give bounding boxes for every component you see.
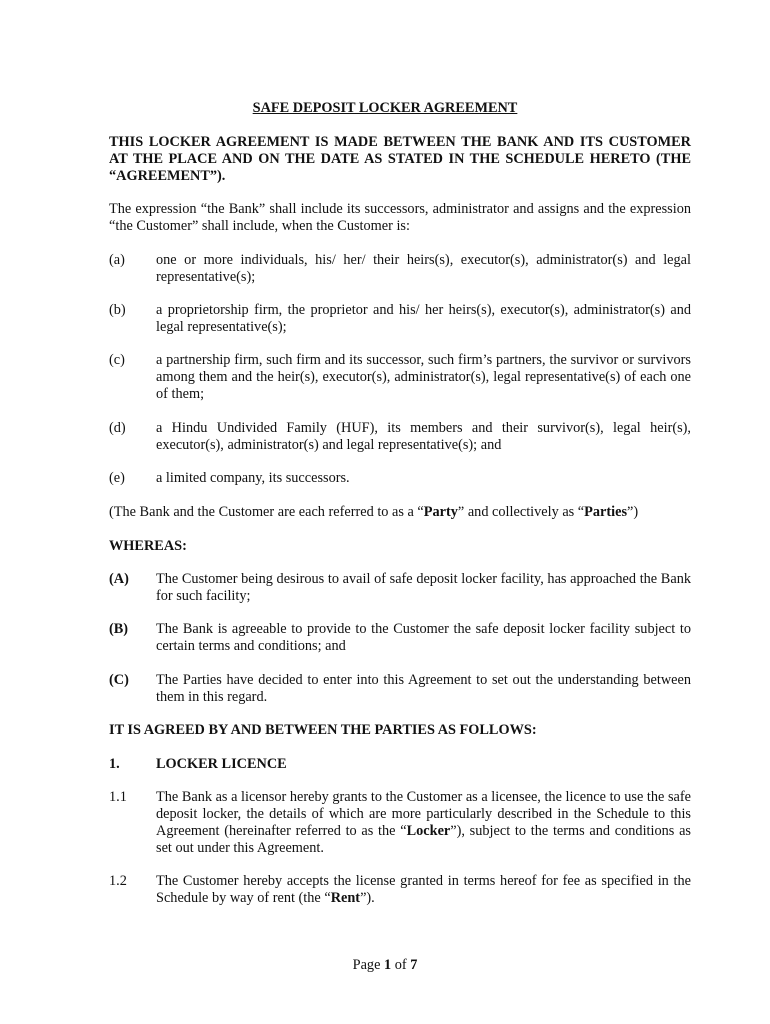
parties-note [109, 504, 691, 521]
parties-note-middle: ” and collectively as “ [457, 504, 585, 520]
clause-number: 1.2 [109, 873, 127, 889]
list-marker: (a) [109, 252, 125, 268]
page-middle: of [391, 957, 411, 973]
list-item-text: one or more individuals, his/ her/ their heirs(s), executor(s), administrator(s) and legal representative(s); [156, 252, 691, 285]
section-number: 1. [109, 756, 120, 772]
recital-marker: (B) [109, 621, 129, 637]
whereas-heading: WHEREAS: [109, 538, 187, 554]
parties-note-suffix: ”) [627, 504, 639, 520]
clause-text-suffix: ”). [360, 890, 375, 906]
page-prefix: Page [352, 957, 384, 973]
clause-text-prefix: The Customer hereby accepts the license granted in terms hereof for fee as specified in the Schedule by way of rent (the “ [156, 873, 691, 906]
recital-marker: (C) [109, 672, 129, 688]
list-item-text: a partnership firm, such firm and its successor, such firm’s partners, the survivor or survivors among them and the heir(s), executor(s), administrator(s), legal representative(s) of each one of them; [156, 352, 691, 402]
list-marker: (e) [109, 470, 125, 486]
recital-marker: (A) [109, 571, 129, 587]
clause-text-prefix: The Bank as a licensor hereby grants to the Customer as a licensee, the licence to use the safe deposit locker, the details of which are more particularly described in the Schedule to this Agreement (hereinafter referred to as the “ [156, 789, 691, 839]
clause-number: 1.1 [109, 789, 127, 805]
preamble: THIS LOCKER AGREEMENT IS MADE BETWEEN THE BANK AND ITS CUSTOMER AT THE PLACE AND ON THE DATE AS STATED IN THE SCHEDULE HERETO (THE “AGREEMENT”). [109, 134, 691, 184]
list-marker: (d) [109, 420, 126, 436]
recital-text: The Parties have decided to enter into this Agreement to set out the understanding between them in this regard. [156, 672, 691, 705]
total-pages: 7 [410, 957, 418, 973]
defined-term: Rent [330, 890, 361, 906]
clause-text [156, 873, 691, 907]
list-item-text: a limited company, its successors. [156, 470, 350, 486]
defined-term: Locker [406, 823, 451, 839]
recital-text: The Bank is agreeable to provide to the Customer the safe deposit locker facility subject to certain terms and conditions; and [156, 621, 691, 654]
page-number [0, 957, 770, 974]
recital-text: The Customer being desirous to avail of safe deposit locker facility, has approached the Bank for such facility; [156, 571, 691, 604]
current-page: 1 [384, 957, 392, 973]
list-marker: (b) [109, 302, 126, 318]
party-term: Party [423, 504, 458, 520]
list-marker: (c) [109, 352, 125, 368]
clause-text-suffix: ”), subject to the terms and conditions as set out under this Agreement. [156, 823, 691, 856]
parties-note-prefix: (The Bank and the Customer are each referred to as a “ [109, 504, 424, 520]
parties-term: Parties [584, 504, 628, 520]
document-title: SAFE DEPOSIT LOCKER AGREEMENT [252, 100, 518, 116]
list-item-text: a proprietorship firm, the proprietor and his/ her heirs(s), executor(s), administrator(s) and legal representative(s); [156, 302, 691, 335]
agreed-heading: IT IS AGREED BY AND BETWEEN THE PARTIES AS FOLLOWS: [109, 722, 537, 738]
list-item-text: a Hindu Undivided Family (HUF), its members and their survivor(s), legal heir(s), executor(s), administrator(s) and legal representative(s); and [156, 420, 691, 453]
section-title: LOCKER LICENCE [156, 756, 287, 772]
expression-paragraph: The expression “the Bank” shall include its successors, administrator and assigns and the expression “the Customer” shall include, when the Customer is: [109, 201, 691, 234]
clause-text [156, 789, 691, 857]
